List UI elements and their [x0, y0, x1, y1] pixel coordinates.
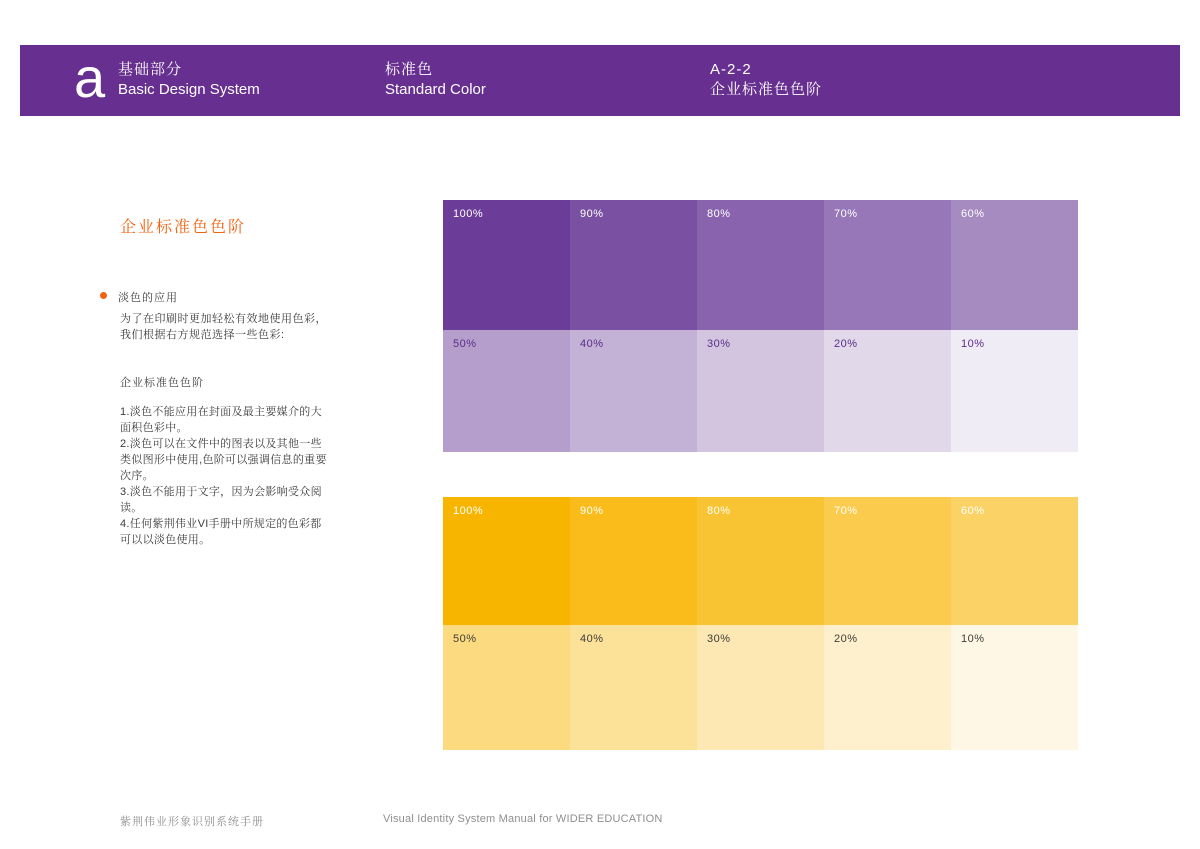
tint-label: 60% — [961, 505, 985, 517]
swatch-yellow-30 — [697, 625, 824, 750]
intro-line-1: 为了在印刷时更加轻松有效地使用色彩， — [120, 313, 327, 325]
tint-label: 10% — [961, 633, 985, 645]
note-item-4: 4.任何紫荆伟业VI手册中所规定的色彩都可以以淡色使用。 — [120, 518, 322, 546]
tint-label: 70% — [834, 208, 858, 220]
tint-label: 30% — [707, 338, 731, 350]
note-item-3: 3.淡色不能用于文字，因为会影响受众阅读。 — [120, 486, 322, 514]
tint-label: 10% — [961, 338, 985, 350]
tint-label: 100% — [453, 208, 484, 220]
swatch-purple-40 — [570, 330, 697, 452]
tint-label: 50% — [453, 338, 477, 350]
header-chapter-cn: 标准色 — [385, 61, 434, 78]
footer-manual-name-en: Visual Identity System Manual for WIDER EDUCATION — [383, 813, 663, 825]
intro-paragraph — [120, 311, 327, 343]
subheading: 企业标准色色阶 — [120, 377, 204, 389]
header-bar — [20, 45, 1180, 116]
tint-label: 80% — [707, 208, 731, 220]
tint-label: 70% — [834, 505, 858, 517]
swatch-purple-30 — [697, 330, 824, 452]
tint-label: 80% — [707, 505, 731, 517]
swatch-yellow-40 — [570, 625, 697, 750]
note-item-2: 2.淡色可以在文件中的图表以及其他一些类似图形中使用,色阶可以强调信息的重要次序。 — [120, 438, 327, 482]
swatch-purple-100 — [443, 200, 570, 330]
swatch-yellow-60 — [951, 497, 1078, 625]
intro-line-2: 我们根据右方规范选择一些色彩: — [120, 329, 285, 341]
header-section — [118, 60, 260, 100]
swatch-yellow-90 — [570, 497, 697, 625]
header-section-en: Basic Design System — [118, 81, 260, 98]
purple-tint-scale — [443, 200, 1078, 452]
tint-label: 50% — [453, 633, 477, 645]
swatch-purple-90 — [570, 200, 697, 330]
purple-tint-row-2 — [443, 330, 1078, 452]
header-chapter — [385, 60, 486, 100]
swatch-yellow-10 — [951, 625, 1078, 750]
swatch-purple-80 — [697, 200, 824, 330]
swatch-yellow-20 — [824, 625, 951, 750]
yellow-tint-scale — [443, 497, 1078, 750]
header-page-code: A-2-2 — [710, 61, 752, 78]
tint-label: 30% — [707, 633, 731, 645]
tint-label: 40% — [580, 633, 604, 645]
logo-letter-a: a — [74, 46, 106, 109]
swatch-yellow-80 — [697, 497, 824, 625]
usage-notes — [120, 404, 330, 548]
header-chapter-en: Standard Color — [385, 81, 486, 98]
yellow-tint-row-1 — [443, 497, 1078, 625]
swatch-purple-10 — [951, 330, 1078, 452]
tint-label: 40% — [580, 338, 604, 350]
tint-label: 20% — [834, 338, 858, 350]
swatch-purple-50 — [443, 330, 570, 452]
swatch-yellow-70 — [824, 497, 951, 625]
tint-label: 90% — [580, 505, 604, 517]
header-section-cn: 基础部分 — [118, 61, 183, 78]
tint-label: 100% — [453, 505, 484, 517]
footer-manual-name: 紫荆伟业形象识别系统手册 — [120, 816, 264, 828]
page-title: 企业标准色色阶 — [120, 219, 247, 236]
tint-label: 20% — [834, 633, 858, 645]
header-page-title: 企业标准色色阶 — [710, 81, 823, 98]
tint-label: 60% — [961, 208, 985, 220]
bullet-dot-icon — [100, 292, 107, 299]
swatch-yellow-50 — [443, 625, 570, 750]
yellow-tint-row-2 — [443, 625, 1078, 750]
swatch-purple-60 — [951, 200, 1078, 330]
purple-tint-row-1 — [443, 200, 1078, 330]
note-item-1: 1.淡色不能应用在封面及最主要媒介的大面积色彩中。 — [120, 406, 322, 434]
bullet-heading: 淡色的应用 — [118, 292, 178, 304]
swatch-purple-70 — [824, 200, 951, 330]
tint-label: 90% — [580, 208, 604, 220]
swatch-purple-20 — [824, 330, 951, 452]
header-page-ref — [710, 60, 822, 100]
swatch-yellow-100 — [443, 497, 570, 625]
